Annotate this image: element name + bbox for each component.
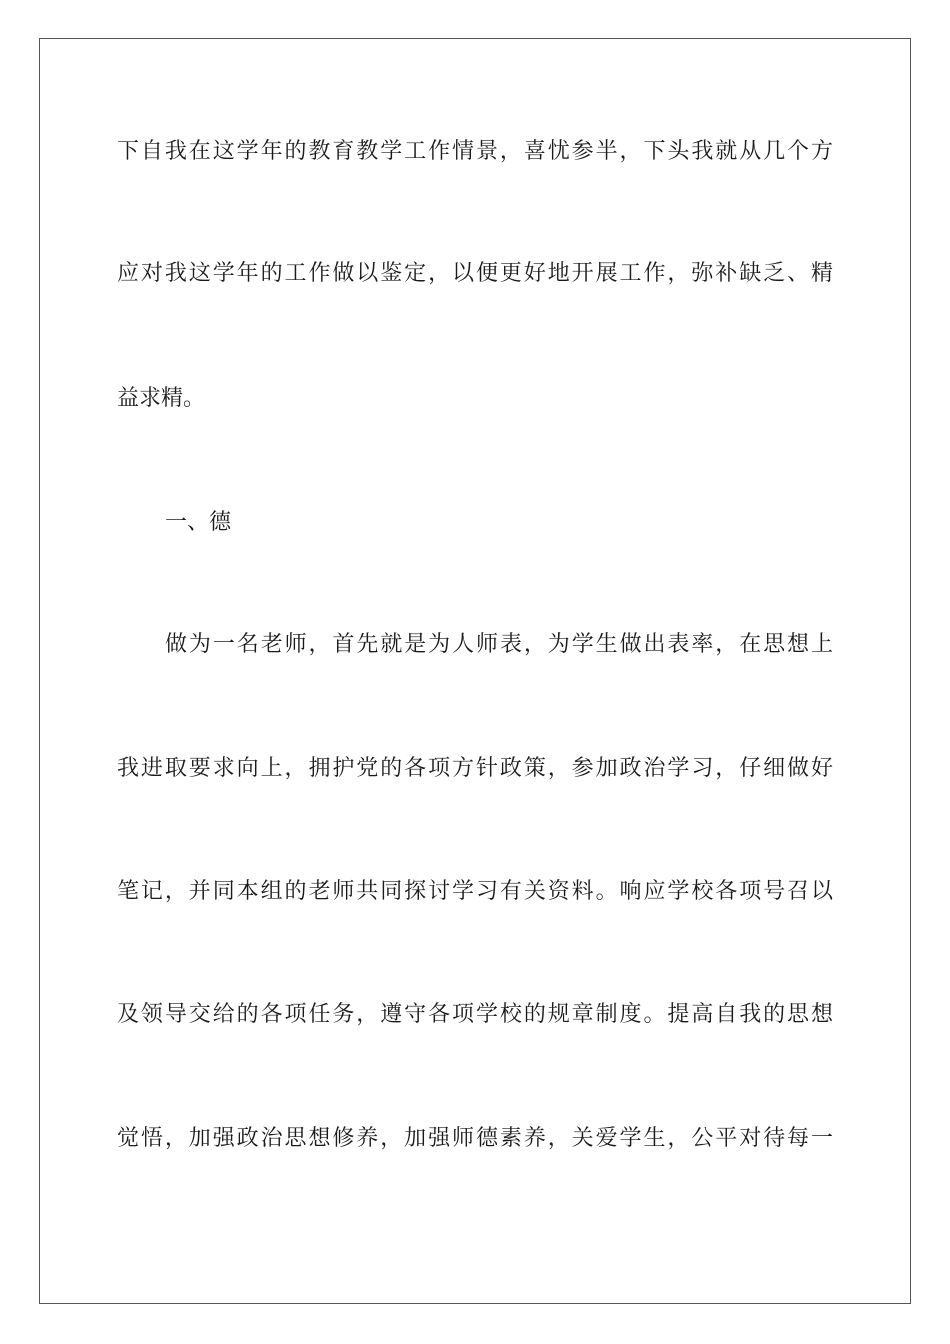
body-text-line-2: 应对我这学年的工作做以鉴定，以便更好地开展工作，弥补缺乏、精	[117, 261, 833, 286]
page-border	[39, 38, 911, 1304]
body-text-line-9: 觉悟，加强政治思想修养，加强师德素养，关爱学生，公平对待每一	[117, 1126, 833, 1151]
body-text-line-7: 笔记，并同本组的老师共同探讨学习有关资料。响应学校各项号召以	[117, 879, 833, 904]
body-text-line-8: 及领导交给的各项任务，遵守各项学校的规章制度。提高自我的思想	[117, 1002, 833, 1027]
body-text-line-5: 做为一名老师，首先就是为人师表，为学生做出表率，在思想上	[165, 632, 833, 657]
body-text-line-3: 益求精。	[117, 386, 206, 411]
body-text-line-6: 我进取要求向上，拥护党的各项方针政策，参加政治学习，仔细做好	[117, 756, 833, 781]
body-text-line-1: 下自我在这学年的教育教学工作情景，喜忧参半，下头我就从几个方	[117, 139, 833, 164]
section-heading: 一、德	[165, 510, 232, 535]
